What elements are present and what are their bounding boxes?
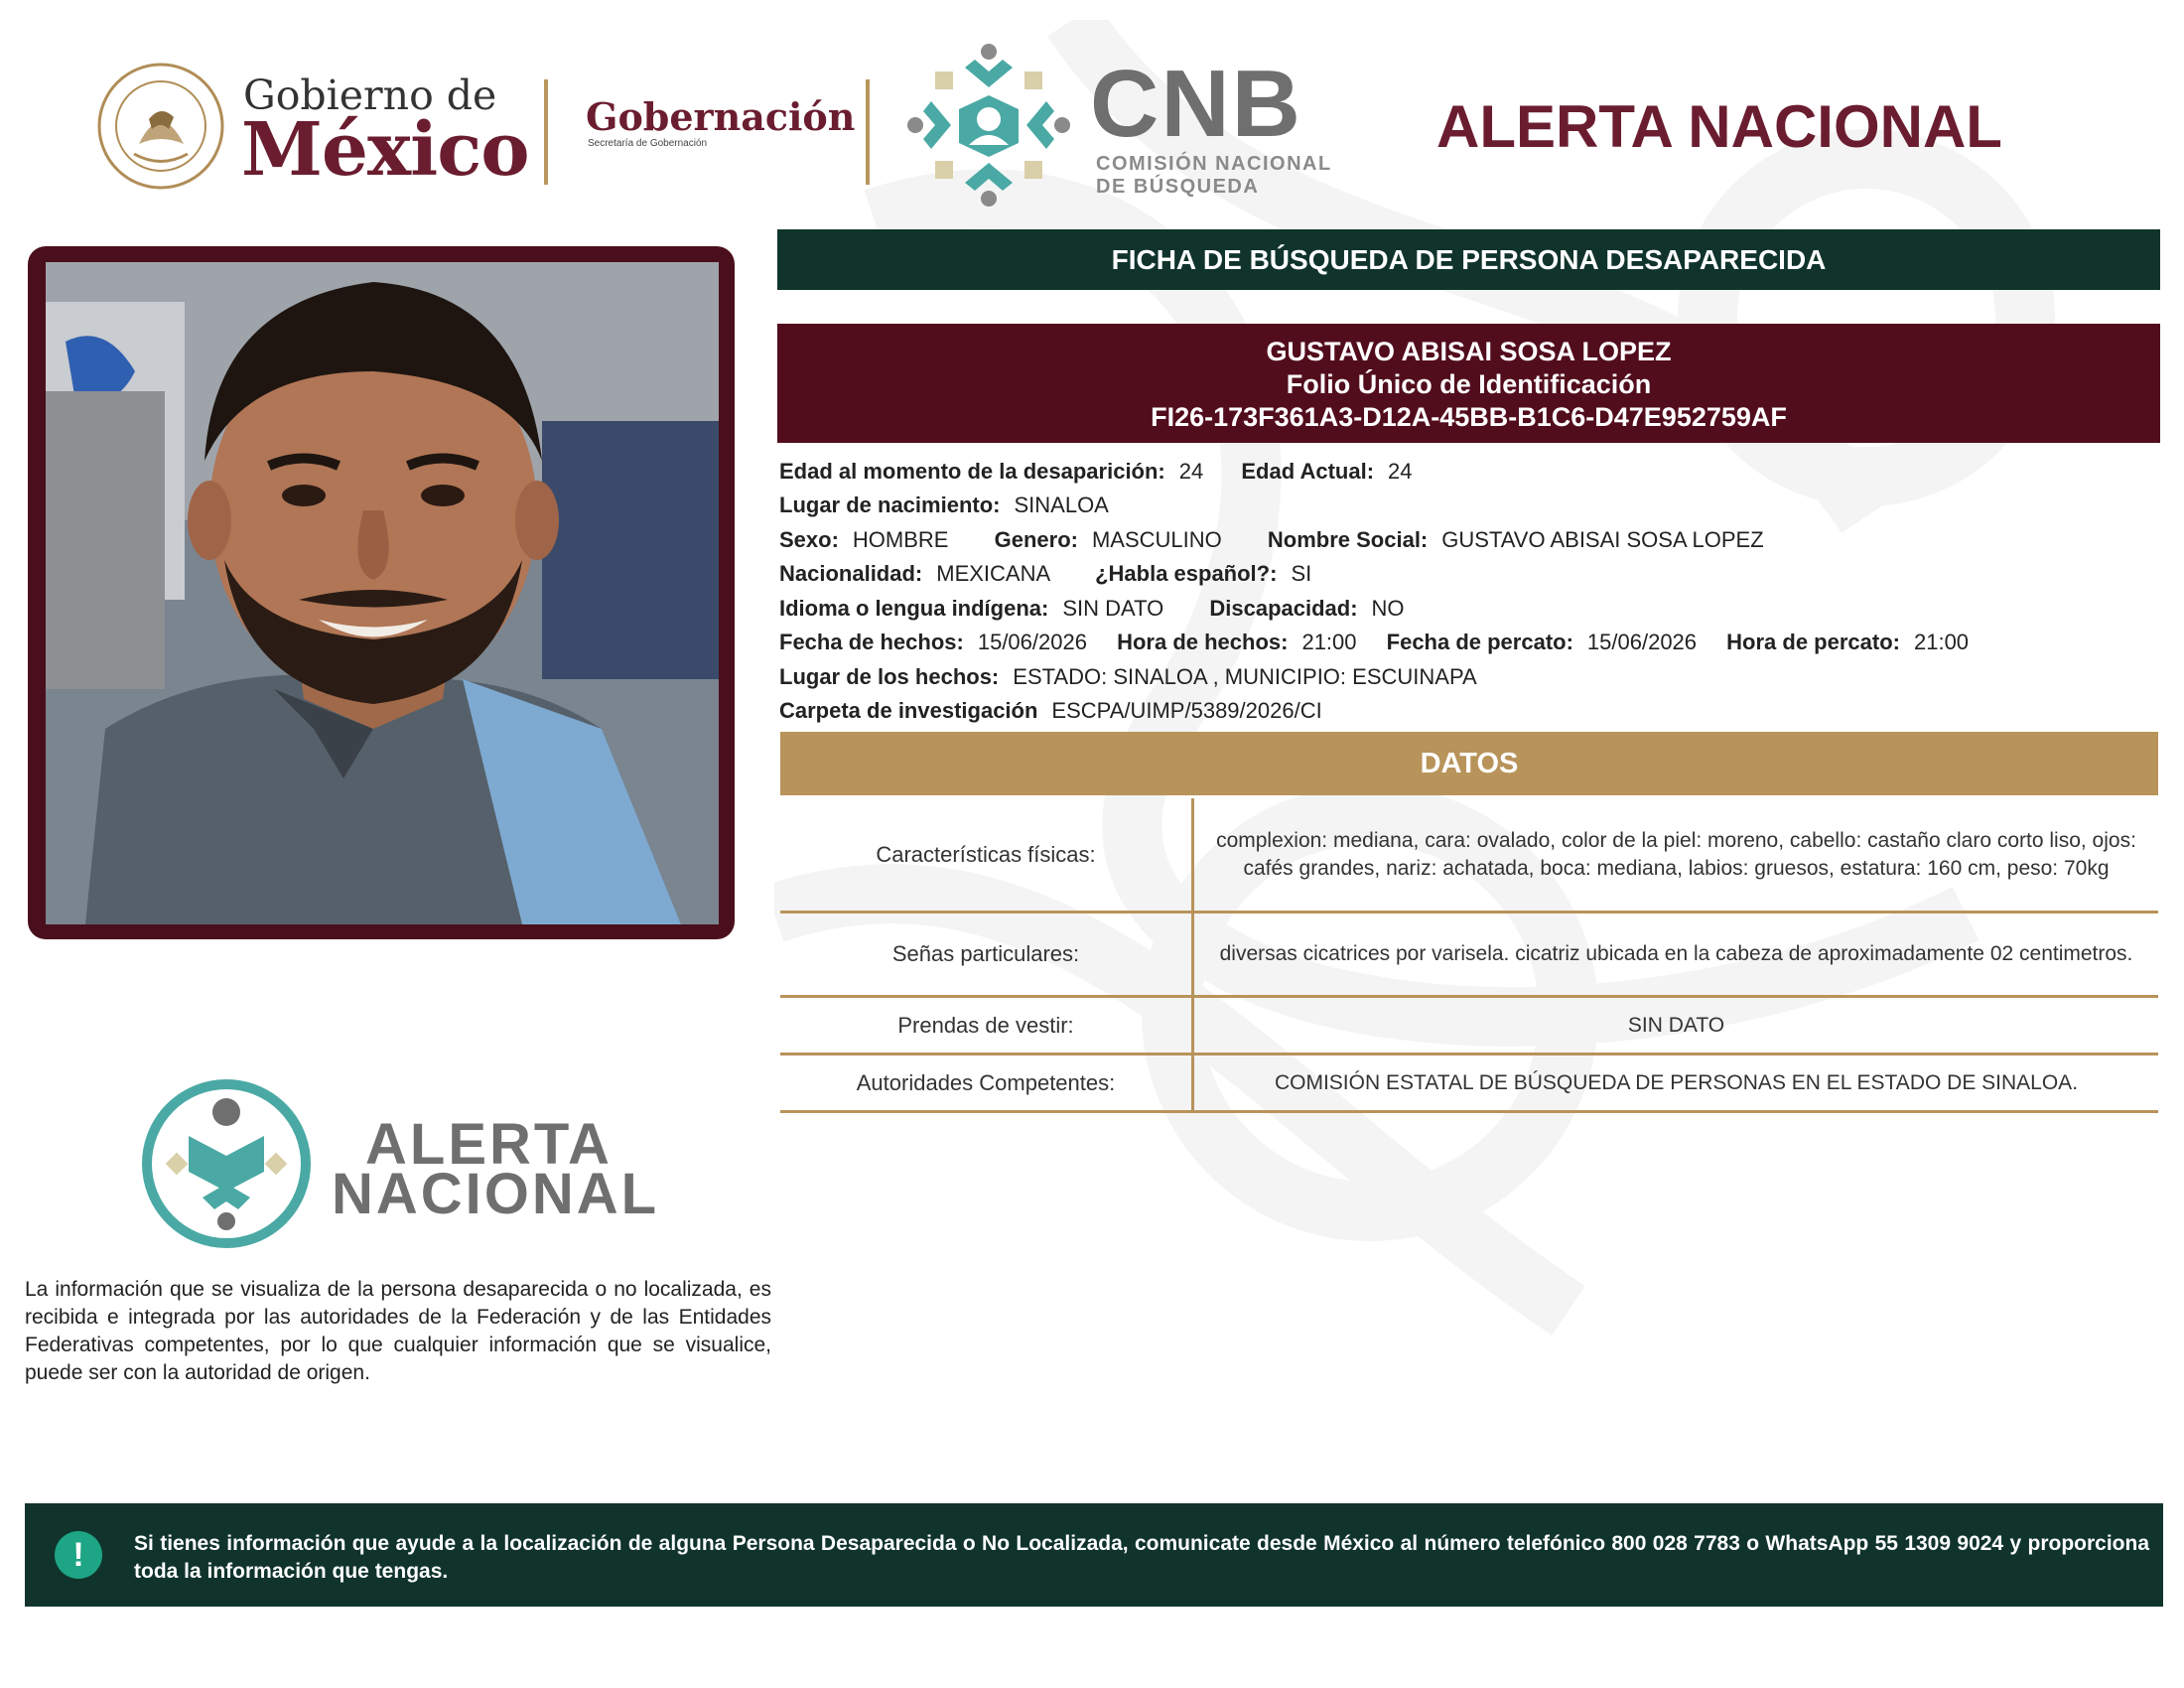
folio-value: FI26-173F361A3-D12A-45BB-B1C6-D47E952759AF bbox=[1151, 402, 1787, 432]
table-row bbox=[780, 998, 2158, 1055]
habla-label: ¿Habla español?: bbox=[1095, 561, 1278, 586]
lugar-nac-value: SINALOA bbox=[1014, 492, 1109, 517]
row-value: diversas cicatrices por varisela. cicatriz ubicada en la cabeza de aproximadamente 02 centimetros. bbox=[1219, 942, 2133, 965]
person-name: GUSTAVO ABISAI SOSA LOPEZ bbox=[1266, 337, 1672, 366]
gobierno-de-text: Gobierno de bbox=[243, 71, 497, 119]
edad-desap-label: Edad al momento de la desaparición: bbox=[779, 459, 1165, 484]
nacionalidad-value: MEXICANA bbox=[936, 561, 1049, 586]
info-line-lugar-hechos bbox=[779, 664, 1477, 690]
fecha-percato-label: Fecha de percato: bbox=[1386, 630, 1573, 654]
info-line-nacionalidad bbox=[779, 561, 1311, 587]
idioma-value: SIN DATO bbox=[1062, 596, 1164, 621]
idioma-label: Idioma o lengua indígena: bbox=[779, 596, 1049, 621]
info-line-fechas bbox=[779, 630, 1969, 655]
footer-banner bbox=[25, 1503, 2163, 1607]
discapacidad-label: Discapacidad: bbox=[1209, 596, 1358, 621]
lugar-hechos-label: Lugar de los hechos: bbox=[779, 664, 1000, 689]
person-photo bbox=[46, 262, 719, 924]
row-label: Autoridades Competentes: bbox=[856, 1069, 1116, 1095]
row-value: SIN DATO bbox=[1627, 1013, 1725, 1037]
lugar-hechos-value: ESTADO: SINALOA , MUNICIPIO: ESCUINAPA bbox=[1013, 664, 1477, 689]
person-photo-illustration bbox=[46, 262, 719, 924]
fecha-percato-value: 15/06/2026 bbox=[1586, 630, 1698, 654]
info-line-lugar-nac bbox=[779, 492, 1109, 518]
sexo-value: HOMBRE bbox=[852, 527, 949, 552]
alerta-nacional-logo-icon bbox=[139, 1076, 314, 1251]
info-line-idioma bbox=[779, 596, 1405, 622]
gobernacion-text: Gobernación bbox=[586, 94, 856, 139]
table-row bbox=[780, 1055, 2158, 1113]
cnb-text: CNB bbox=[1090, 51, 1302, 157]
disclaimer-text: La información que se visualiza de la persona desaparecida o no localizada, es recibida e integrada por las autoridades de la Federación y de las Entidades Federativas competentes, por lo que cualquier información que se visualice, puede ser con la autoridad de origen. bbox=[25, 1278, 771, 1384]
info-line-sexo bbox=[779, 527, 1764, 553]
nacionalidad-label: Nacionalidad: bbox=[779, 561, 923, 586]
info-line-carpeta bbox=[779, 698, 1322, 724]
row-label: Características físicas: bbox=[876, 841, 1096, 867]
row-label: Señas particulares: bbox=[891, 941, 1080, 966]
hora-hechos-value: 21:00 bbox=[1301, 630, 1357, 654]
mexico-seal-icon bbox=[94, 60, 227, 193]
cnb-subtitle-line1: COMISIÓN NACIONAL bbox=[1096, 153, 1332, 175]
edad-actual-value: 24 bbox=[1388, 459, 1413, 484]
ficha-title-bar: FICHA DE BÚSQUEDA DE PERSONA DESAPARECIDA bbox=[777, 229, 2160, 290]
fecha-hechos-label: Fecha de hechos: bbox=[779, 630, 964, 654]
mexico-text: México bbox=[241, 107, 529, 193]
hora-percato-label: Hora de percato: bbox=[1726, 630, 1900, 654]
page-title: ALERTA NACIONAL bbox=[1436, 93, 2002, 160]
habla-value: SI bbox=[1291, 561, 1312, 586]
row-value: COMISIÓN ESTATAL DE BÚSQUEDA DE PERSONAS EN EL ESTADO DE SINALOA. bbox=[1274, 1070, 2079, 1094]
hora-percato-value: 21:00 bbox=[1913, 630, 1970, 654]
folio-label: Folio Único de Identificación bbox=[1286, 369, 1652, 399]
nombre-social-label: Nombre Social: bbox=[1267, 527, 1429, 552]
edad-desap-value: 24 bbox=[1178, 459, 1204, 484]
person-name-box bbox=[777, 324, 2160, 443]
info-line-edad bbox=[779, 459, 1413, 485]
row-label: Prendas de vestir: bbox=[897, 1012, 1074, 1038]
header-divider bbox=[544, 79, 548, 185]
row-value: complexion: mediana, cara: ovalado, color de la piel: moreno, cabello: castaño claro corto liso, ojos: cafés grandes, nariz: achatada, boca: mediana, labios: gruesos, estatura: 160 cm, peso: 70kg bbox=[1216, 828, 2136, 880]
header-divider bbox=[866, 79, 870, 185]
exclamation-icon: ! bbox=[55, 1531, 102, 1579]
nombre-social-value: GUSTAVO ABISAI SOSA LOPEZ bbox=[1441, 527, 1764, 552]
cnb-subtitle-line2: DE BÚSQUEDA bbox=[1096, 176, 1260, 198]
lugar-nac-label: Lugar de nacimiento: bbox=[779, 492, 1001, 517]
fecha-hechos-value: 15/06/2026 bbox=[977, 630, 1087, 654]
cnb-subtitle bbox=[1096, 153, 1332, 199]
table-row bbox=[780, 914, 2158, 998]
alerta-logo-line2: NACIONAL bbox=[332, 1162, 660, 1226]
gobernacion-subtitle: Secretaría de Gobernación bbox=[588, 138, 708, 149]
genero-label: Genero: bbox=[994, 527, 1078, 552]
discapacidad-value: NO bbox=[1371, 596, 1405, 621]
table-row bbox=[780, 798, 2158, 914]
edad-actual-label: Edad Actual: bbox=[1241, 459, 1375, 484]
datos-header: DATOS bbox=[780, 732, 2158, 795]
hora-hechos-label: Hora de hechos: bbox=[1117, 630, 1289, 654]
carpeta-value: ESCPA/UIMP/5389/2026/CI bbox=[1051, 698, 1322, 723]
cnb-logo-icon bbox=[903, 40, 1074, 211]
footer-text: Si tienes información que ayude a la localización de alguna Persona Desaparecida o No Localizada, comunicate desde México al número telefónico 800 028 7783 o WhatsApp 55 1309 9024 y proporciona toda la información que tengas. bbox=[134, 1532, 2149, 1583]
carpeta-label: Carpeta de investigación bbox=[779, 698, 1038, 723]
sexo-label: Sexo: bbox=[779, 527, 839, 552]
genero-value: MASCULINO bbox=[1091, 527, 1222, 552]
alerta-logo-line1: ALERTA bbox=[365, 1112, 613, 1177]
